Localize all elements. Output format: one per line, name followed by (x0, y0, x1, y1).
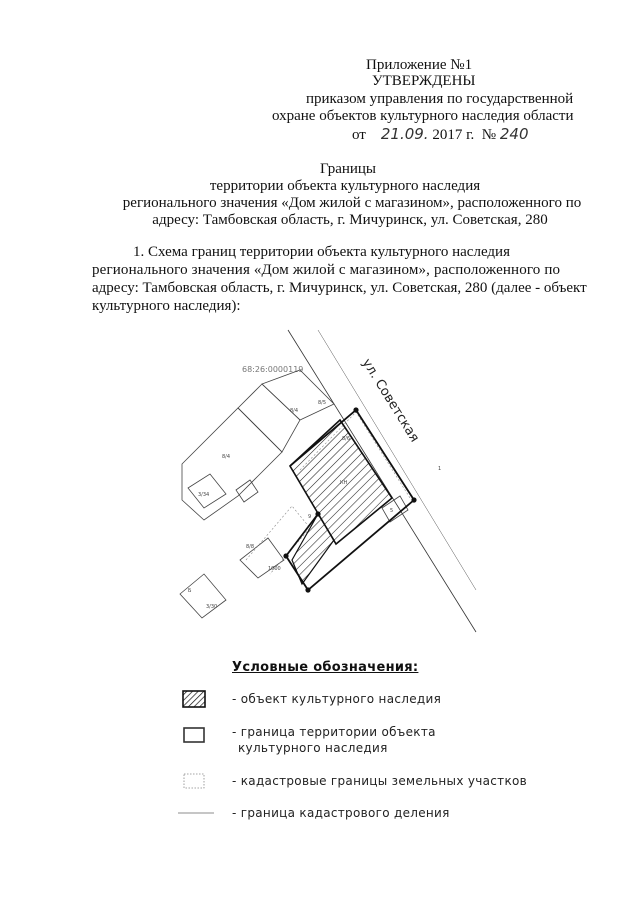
plot-label-3: 8/4 (222, 454, 231, 460)
date-year: 2017 г. (432, 127, 475, 143)
paragraph-line-3: адресу: Тамбовская область, г. Мичуринск, ул. Советская, 280 (далее - объект (92, 280, 587, 296)
vertex-4 (283, 553, 288, 558)
plot-label-2: 8/5 (318, 400, 327, 406)
street-label: ул. Советская (358, 356, 422, 445)
vertex-2 (411, 497, 416, 502)
legend-item-territory-boundary-line-1: - граница территории объекта (232, 725, 436, 739)
building-label-4: 1000 (268, 566, 281, 572)
date-prefix: от (352, 127, 366, 143)
building-label-2: КН (340, 480, 348, 486)
building-left-upper (238, 384, 300, 452)
title-line-2: территории объекта культурного наследия (209, 178, 481, 194)
building-small-1 (188, 474, 226, 508)
building-small-3 (180, 574, 226, 618)
hatched-square-icon (182, 690, 206, 708)
thin-line-icon (176, 808, 216, 818)
plot-label-4: 3/34 (198, 492, 210, 498)
legend-item-territory-boundary-line-2: культурного наследия (238, 741, 388, 755)
paragraph-line-2: регионального значения «Дом жилой с магазином», расположенного по (92, 262, 561, 278)
dotted-square-icon (182, 772, 206, 790)
title-line-1: Границы (319, 161, 377, 177)
title-line-3: регионального значения «Дом жилой с магазином», расположенного по (122, 195, 582, 211)
paragraph-line-4: культурного наследия): (92, 298, 241, 314)
title-line-4: адресу: Тамбовская область, г. Мичуринск, ул. Советская, 280 (152, 212, 548, 228)
number-prefix: № (481, 127, 497, 143)
order-line-1: приказом управления по государственной (306, 91, 574, 107)
building-left-large (182, 408, 282, 520)
legend-item-cadastral-plots: - кадастровые границы земельных участков (232, 774, 528, 788)
legend-item-cadastral-division: - граница кадастрового деления (232, 806, 450, 820)
bold-outline-square-icon (182, 726, 206, 744)
building-small-4 (236, 480, 258, 502)
plot-label-1: 8/4 (290, 408, 299, 414)
approved-label: УТВЕРЖДЕНЫ (372, 73, 476, 89)
building-label-5: 8/8 (246, 544, 255, 550)
vertex-1 (353, 407, 358, 412)
boundary-scheme-map (150, 320, 480, 640)
order-date-line (352, 125, 529, 144)
legend-title: Условные обозначения: (232, 660, 419, 675)
vertex-5 (315, 511, 320, 516)
building-label-6: 3/30 (206, 604, 218, 610)
building-label-7: Б (188, 588, 192, 594)
plot-label-5: 1 (438, 466, 442, 472)
building-label-3: 9 (308, 514, 312, 520)
building-label-1: 8/6 (342, 436, 351, 442)
cadastral-number: 68:26:0000119 (242, 365, 304, 374)
building-label-8: 5 (390, 508, 394, 514)
date-handwritten: 21.09. (380, 125, 429, 143)
paragraph-line-1: 1. Схема границ территории объекта культурного наследия (133, 244, 510, 260)
order-line-2: охране объектов культурного наследия области (272, 108, 574, 124)
appendix-label: Приложение №1 (366, 57, 473, 73)
number-handwritten: 240 (499, 125, 529, 143)
vertex-3 (305, 587, 310, 592)
legend-item-heritage-object: - объект культурного наследия (232, 692, 442, 706)
